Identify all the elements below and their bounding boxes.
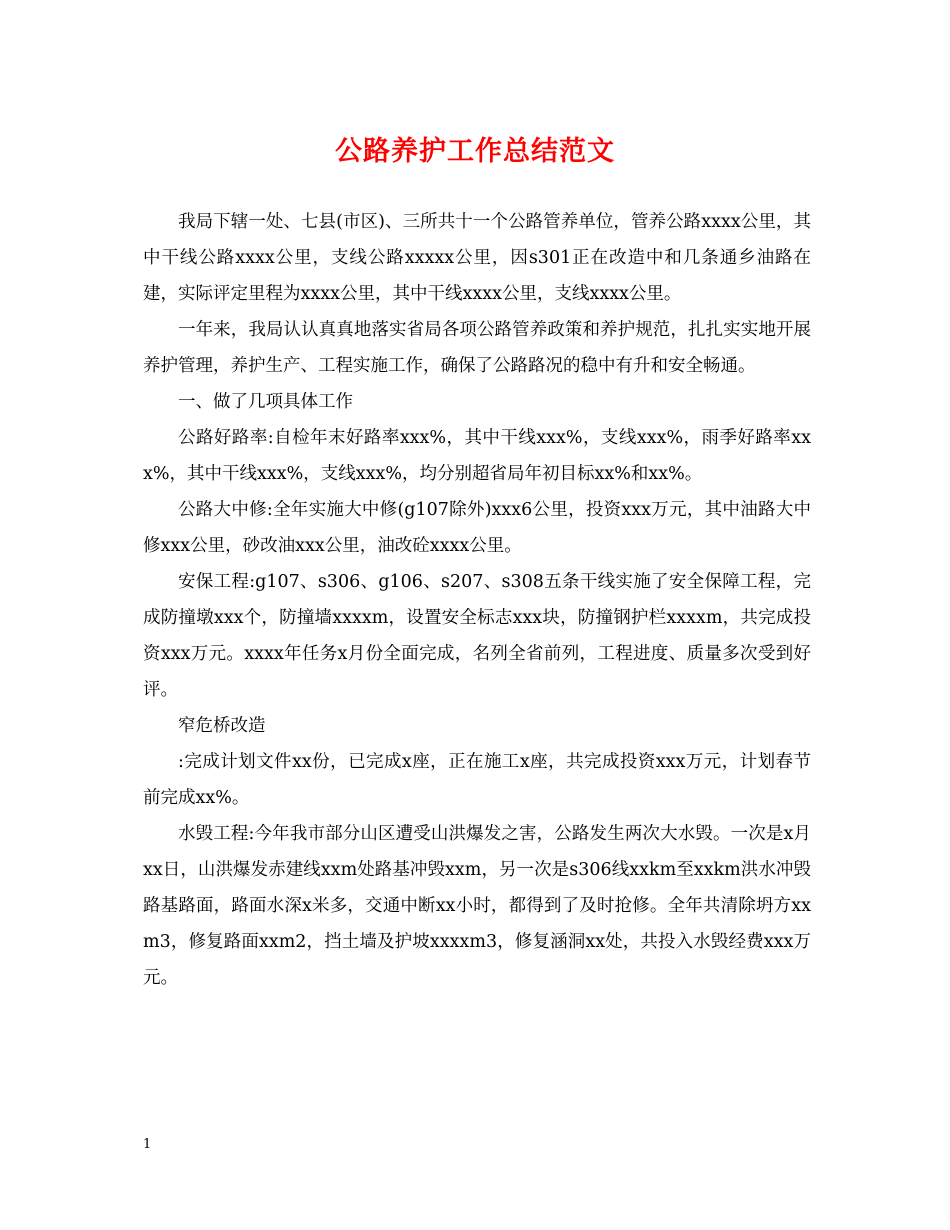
paragraph-flood-damage: 水毁工程:今年我市部分山区遭受山洪爆发之害，公路发生两次大水毁。一次是x月xx日，山洪爆发赤建线xxm处路基冲毁xxm，另一次是s306线xxkm至xxkm洪水冲毁路基路面，路面水深x米多，交通中断xx小时，都得到了及时抢修。全年共清除坍方xxm3，修复路面xxm2，挡土墙及护坡xxxxm3，修复涵洞xx处，共投入水毁经费xxx万元。 (143, 824, 811, 988)
document-title: 公路养护工作总结范文 (335, 136, 615, 167)
paragraph-safety-project: 安保工程:g107、s306、g106、s207、s308五条干线实施了安全保障工程，完成防撞墩xxx个，防撞墙xxxxm，设置安全标志xxx块，防撞钢护栏xxxxm，共完成投资xxx万元。xxxx年任务x月份全面完成，名列全省前列，工程进度、质量多次受到好评。 (143, 572, 811, 700)
paragraph-intro: 我局下辖一处、七县(市区)、三所共十一个公路管养单位，管养公路xxxx公里，其中干线公路xxxx公里，支线公路xxxxx公里，因s301正在改造中和几条通乡油路在建，实际评定里程为xxxx公里，其中干线xxxx公里，支线xxxx公里。 (143, 212, 811, 304)
section-heading: 一、做了几项具体工作 (178, 392, 353, 412)
paragraph-good-road-rate: 公路好路率:自检年末好路率xxx%，其中干线xxx%，支线xxx%，雨季好路率xxx%，其中干线xxx%，支线xxx%，均分别超省局年初目标xx%和xx%。 (143, 428, 811, 484)
document-body (143, 204, 811, 996)
paragraph-bridge-detail: :完成计划文件xx份，已完成x座，正在施工x座，共完成投资xxx万元，计划春节前完成xx%。 (143, 752, 811, 808)
paragraph-overview: 一年来，我局认认真真地落实省局各项公路管养政策和养护规范，扎扎实实地开展养护管理，养护生产、工程实施工作，确保了公路路况的稳中有升和安全畅通。 (143, 320, 811, 376)
page-number: 1 (143, 1137, 152, 1152)
paragraph-major-repair: 公路大中修:全年实施大中修(g107除外)xxx6公里，投资xxx万元，其中油路大中修xxx公里，砂改油xxx公里，油改砼xxxx公里。 (143, 500, 811, 556)
paragraph-bridge-heading: 窄危桥改造 (178, 716, 266, 736)
